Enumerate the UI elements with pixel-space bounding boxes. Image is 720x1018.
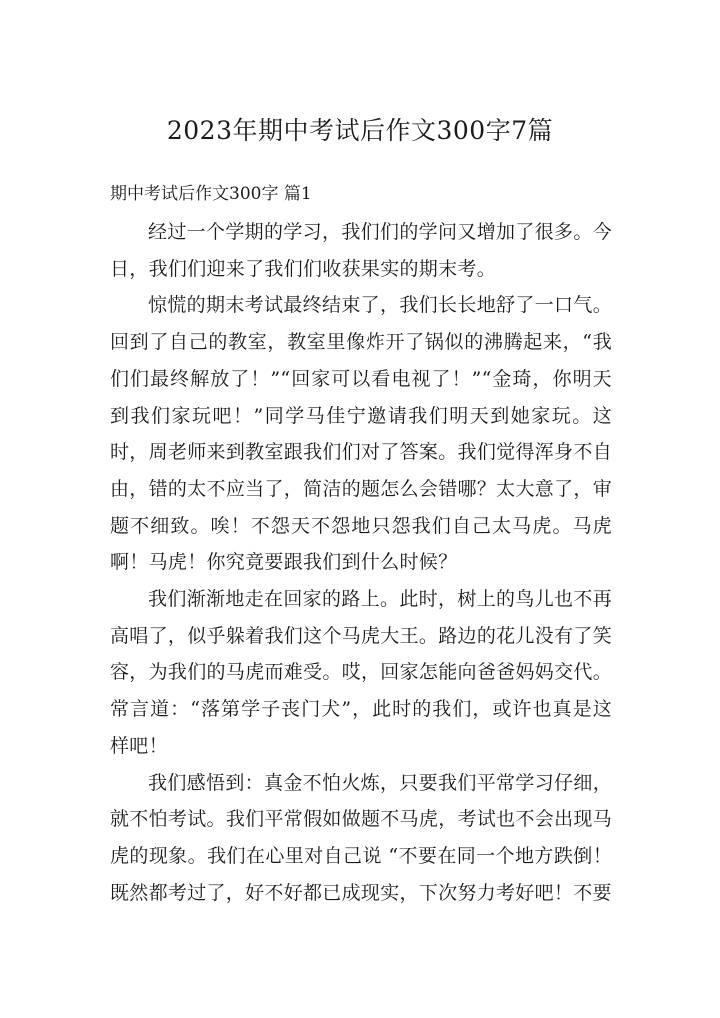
paragraph: 我们感悟到：真金不怕火炼，只要我们平常学习仔细，就不怕考试。我们平常假如做题不马虎，考试也不会出现马虎的现象。我们在心里对自己说 “不要在同一个地方跌倒！既然都考过了，好不好都已成现实，下次努力考好吧！不要 [110,771,612,904]
paragraph: 我们渐渐地走在回家的路上。此时，树上的鸟儿也不再高唱了，似乎躲着我们这个马虎大王。路边的花儿没有了笑容，为我们的马虎而难受。哎，回家怎能向爸爸妈妈交代。常言道：“落第学子丧门犬”，此时的我们，或许也真是这样吧！ [110,588,612,757]
essay-heading: 期中考试后作文300字 篇1 [110,184,312,204]
paragraph: 经过一个学期的学习，我们们的学问又增加了很多。今日，我们们迎来了我们们收获果实的期末考。 [110,221,612,280]
essay-body [110,214,612,911]
document-title: 2023年期中考试后作文300字7篇 [166,116,554,145]
paragraph: 惊慌的期末考试最终结束了，我们长长地舒了一口气。回到了自己的教室，教室里像炸开了锅似的沸腾起来，“我们们最终解放了！”“回家可以看电视了！”“金琦，你明天到我们家玩吧！”同学马佳宁邀请我们明天到她家玩。这时，周老师来到教室跟我们们对了答案。我们觉得浑身不自由，错的太不应当了，简洁的题怎么会错哪？太大意了，审题不细致。唉！不怨天不怨地只怨我们自己太马虎。马虎啊！马虎！你究竟要跟我们到什么时候？ [110,294,612,574]
